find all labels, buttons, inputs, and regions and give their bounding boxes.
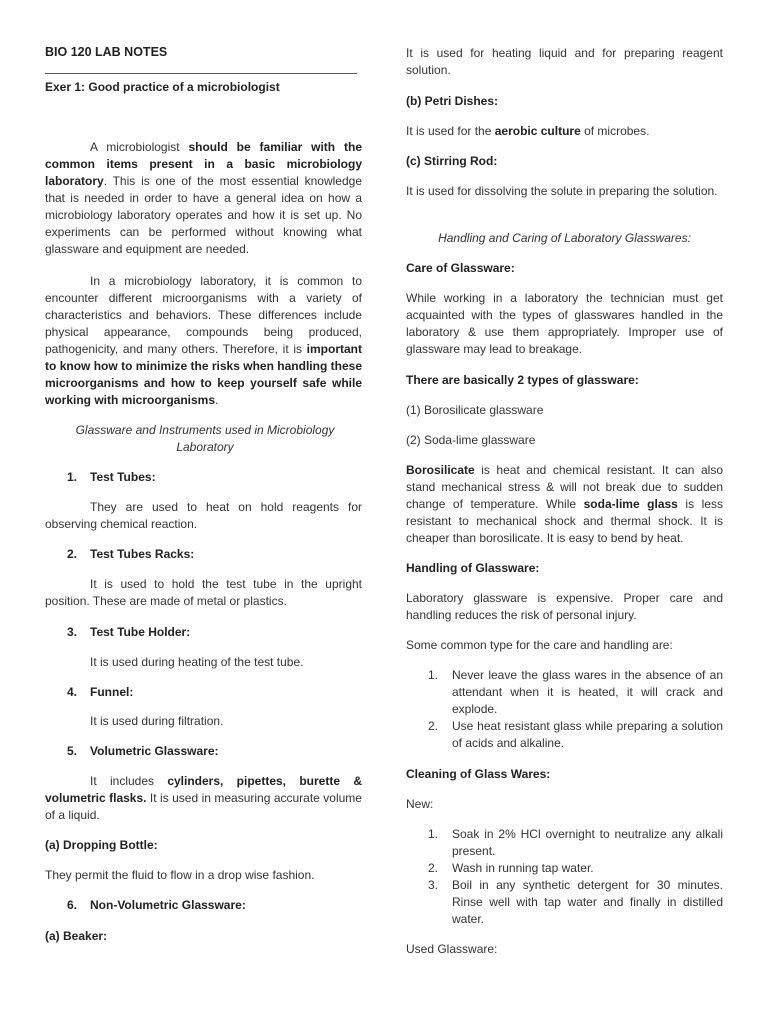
petri-text-c: of microbes. <box>580 124 650 138</box>
borosilicate-text-b: is heat and chemical resistant. It can also stand mechanical stress & will not break due to sudden change of temperature. While <box>406 463 723 511</box>
volumetric-text-c: It is used in measuring accurate volume of a liquid. <box>45 791 362 822</box>
beaker-heading: (a) Beaker: <box>45 929 108 943</box>
item-4-title: Funnel: <box>90 685 134 699</box>
intro-paragraph-2 <box>45 273 362 409</box>
item-5-number: 5. <box>67 744 78 758</box>
list-number: 1. <box>428 668 439 682</box>
item-4-number: 4. <box>67 685 78 699</box>
item-4-heading <box>45 684 384 701</box>
list-number: 3. <box>428 878 439 892</box>
item-2-title: Test Tubes Racks: <box>90 547 195 561</box>
list-number: 2. <box>428 719 439 733</box>
volumetric-bold: cylinders, pipettes, burette & volumetric flasks. <box>45 774 362 805</box>
list-item <box>406 826 723 860</box>
intro-2-bold: important to know how to minimize the risks when handling these microorganisms and how to keep yourself safe while working with microorganisms <box>45 342 362 407</box>
list-number: 1. <box>428 827 439 841</box>
item-1-title: Test Tubes: <box>90 470 156 484</box>
dropping-bottle-heading: (a) Dropping Bottle: <box>45 838 158 852</box>
list-text: Boil in any synthetic detergent for 30 minutes. Rinse well with tap water and finally in distilled water. <box>452 878 723 926</box>
intro-1-bold: should be familiar with the common items present in a basic microbiology laboratory <box>45 140 362 188</box>
document-title: BIO 120 LAB NOTES <box>45 45 168 59</box>
volumetric-text-a: It includes <box>90 774 168 788</box>
item-6-title: Non-Volumetric Glassware: <box>90 898 246 912</box>
used-glassware-label: Used Glassware: <box>406 942 498 956</box>
cleaning-heading: Cleaning of Glass Wares: <box>406 767 551 781</box>
soda-lime-bold: soda-lime glass <box>583 497 678 511</box>
new-label: New: <box>406 797 434 811</box>
borosilicate-bold: Borosilicate <box>406 463 475 477</box>
item-3-number: 3. <box>67 625 78 639</box>
list-item <box>406 877 723 928</box>
item-1-heading <box>45 469 384 486</box>
handling-desc: Laboratory glassware is expensive. Proper care and handling reduces the risk of personal injury. <box>406 591 723 622</box>
care-desc: While working in a laboratory the technician must get acquainted with the types of glasswares handled in the laboratory & use them appropriately. Improper use of glassware may lead to breakage. <box>406 291 723 356</box>
new-cleaning-list <box>406 826 723 928</box>
item-3-heading <box>45 624 384 641</box>
type-1: (1) Borosilicate glassware <box>406 403 544 417</box>
list-number: 2. <box>428 861 439 875</box>
item-2-heading <box>45 546 384 563</box>
item-5-title: Volumetric Glassware: <box>90 744 219 758</box>
item-3-desc: It is used during heating of the test tube. <box>90 655 304 669</box>
item-1-number: 1. <box>67 470 78 484</box>
item-5-heading <box>45 743 384 760</box>
list-text: Use heat resistant glass while preparing a solution of acids and alkaline. <box>452 719 723 750</box>
type-2: (2) Soda-lime glassware <box>406 433 536 447</box>
intro-1-text-c: . This is one of the most essential knowledge that is needed in order to have a general idea on how a microbiology laboratory operates and how it is set up. No experiments can be performed without knowing what glassware and equipment are needed. <box>45 174 362 256</box>
common-intro: Some common type for the care and handling are: <box>406 638 673 652</box>
borosilicate-desc <box>406 462 723 547</box>
item-2-number: 2. <box>67 547 78 561</box>
petri-bold: aerobic culture <box>494 124 581 138</box>
list-item <box>406 667 723 718</box>
handling-list <box>406 667 723 752</box>
care-heading: Care of Glassware: <box>406 261 515 275</box>
section-heading-glassware: Glassware and Instruments used in Microbiology Laboratory <box>75 423 335 454</box>
stirring-heading: (c) Stirring Rod: <box>406 154 498 168</box>
borosilicate-text-d: is less resistant to mechanical shock and thermal shock. It is cheaper than borosilicate. It is easy to bend by heat. <box>406 497 723 545</box>
item-2-desc: It is used to hold the test tube in the upright position. These are made of metal or plastics. <box>45 577 362 608</box>
types-heading: There are basically 2 types of glassware: <box>406 373 639 387</box>
petri-heading: (b) Petri Dishes: <box>406 94 499 108</box>
exercise-heading: Exer 1: Good practice of a microbiologist <box>45 80 280 94</box>
item-4-desc: It is used during filtration. <box>90 714 224 728</box>
item-5-desc <box>45 773 362 824</box>
dropping-bottle-desc: They permit the fluid to flow in a drop wise fashion. <box>45 868 315 882</box>
intro-paragraph-1 <box>45 139 362 258</box>
item-3-title: Test Tube Holder: <box>90 625 191 639</box>
item-6-number: 6. <box>67 898 78 912</box>
stirring-desc: It is used for dissolving the solute in preparing the solution. <box>406 184 718 198</box>
petri-text-a: It is used for the <box>406 124 495 138</box>
item-6-heading <box>45 897 384 914</box>
list-text: Wash in running tap water. <box>452 861 594 875</box>
title-divider <box>45 73 357 74</box>
handling-heading: Handling of Glassware: <box>406 561 540 575</box>
intro-2-text-c: . <box>215 393 219 407</box>
list-item <box>406 718 723 752</box>
petri-desc <box>406 123 723 140</box>
item-1-desc: They are used to heat on hold reagents for observing chemical reaction. <box>45 500 362 531</box>
list-item <box>406 860 723 877</box>
beaker-desc: It is used for heating liquid and for preparing reagent solution. <box>406 46 723 77</box>
list-text: Never leave the glass wares in the absence of an attendant when it is heated, it will crack and explode. <box>452 668 723 716</box>
list-text: Soak in 2% HCl overnight to neutralize any alkali present. <box>452 827 723 858</box>
section-heading-handling: Handling and Caring of Laboratory Glasswares: <box>438 231 691 245</box>
intro-2-text-a: In a microbiology laboratory, it is common to encounter different microorganisms with a variety of characteristics and behaviors. These differences include physical appearance, compounds being produced, pathogenicity, and many others. Therefore, it is <box>45 274 362 356</box>
intro-1-text-a: A microbiologist <box>90 140 189 154</box>
